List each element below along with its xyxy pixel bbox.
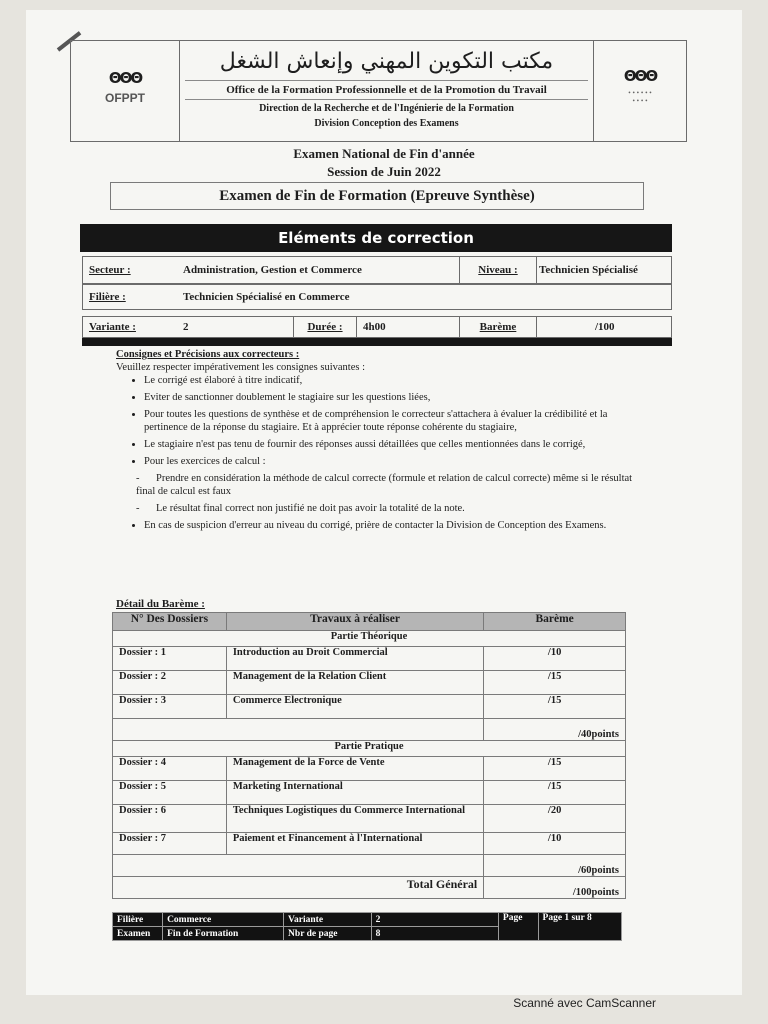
bareme-table [112,612,626,899]
instruction-item: • Pour toutes les questions de synthèse et de compréhension le correcteur s'attachera à évaluer la crédibilité et la pertinence de la réponse du stagiaire. Et à apprécier toute réponse cohérente du stagiaire, [144,408,636,434]
bareme-label: Barème [479,321,517,333]
partie-theorique-label: Partie Théorique [113,631,626,647]
instructions-title: Consignes et Précisions aux correcteurs : [116,349,300,360]
header-left-logo [71,41,180,141]
document-header [70,40,687,142]
total-general-label: Total Général [113,877,484,899]
table-row [113,805,626,833]
pratique-total-row [113,855,626,877]
table-row [113,833,626,855]
instructions-block [116,348,636,536]
header-right-logo [593,41,686,141]
col-travaux-header: Travaux à réaliser [226,613,483,631]
travail-cell: Techniques Logistiques du Commerce International [226,805,483,833]
secteur-value: Administration, Gestion et Commerce [183,264,362,276]
footer-nbpage-label: Nbr de page [284,927,372,941]
note-cell: /10 [484,833,626,855]
footer-page-label: Page [498,913,538,941]
instruction-subitem: - Prendre en considération la méthode de calcul correcte (formule et relation de calcul correcte) même si le résultat final de calcul est faux [136,473,633,497]
theorique-total: /40points [484,719,626,741]
table-header-row [113,613,626,631]
note-cell: /10 [484,647,626,671]
instruction-subitem: - Le résultat final correct non justifié ne doit pas avoir la totalité de la note. [136,503,465,514]
travail-cell: Marketing International [226,781,483,805]
table-row [113,647,626,671]
instruction-item: • Le corrigé est élaboré à titre indicatif, [144,374,636,387]
duree-label: Durée : [307,321,343,333]
secteur-row [82,256,672,284]
exam-national-line: Examen National de Fin d'année [293,146,475,161]
footer-table [112,912,622,941]
secteur-label: Secteur : [89,264,131,276]
footer-variante-label: Variante [284,913,372,927]
travail-cell: Management de la Relation Client [226,671,483,695]
note-cell: /15 [484,695,626,719]
note-cell: /15 [484,757,626,781]
niveau-value: Technicien Spécialisé [539,264,638,276]
divider-bar [82,338,672,346]
dossier-cell: Dossier : 7 [113,833,227,855]
table-row [113,671,626,695]
col-dossiers-header: N° Des Dossiers [113,613,227,631]
filiere-value: Technicien Spécialisé en Commerce [183,291,350,303]
filiere-label: Filière : [89,291,126,303]
footer-examen-label: Examen [113,927,163,941]
arabic-title: مكتب التكوين المهني وإنعاش الشغل [219,49,554,74]
dossier-cell: Dossier : 6 [113,805,227,833]
bareme-value: /100 [595,321,615,333]
theorique-total-row [113,719,626,741]
instruction-item: • En cas de suspicion d'erreur au niveau du corrigé, prière de contacter la Division de Conception des Examens. [144,519,636,532]
scanner-watermark: Scanné avec CamScanner [513,996,656,1010]
instructions-intro: Veuillez respecter impérativement les consignes suivantes : [116,362,366,373]
exam-title-box: Examen de Fin de Formation (Epreuve Synthèse) [110,182,644,210]
direction-name: Direction de la Recherche et de l'Ingénierie de la Formation [259,103,514,114]
dossier-cell: Dossier : 1 [113,647,227,671]
division-name: Division Conception des Examens [314,118,459,129]
ofppt-logo-icon: ΘΘΘ OFPPT [104,69,145,105]
niveau-label: Niveau : [478,264,518,276]
table-row [113,781,626,805]
footer-filiere-value: Commerce [163,913,284,927]
dossier-cell: Dossier : 4 [113,757,227,781]
pratique-total: /60points [484,855,626,877]
footer-page-value: Page 1 sur 8 [538,913,621,941]
variante-row [82,316,672,338]
col-bareme-header: Barème [484,613,626,631]
instruction-item: • Le stagiaire n'est pas tenu de fournir des réponses aussi détaillées que celles mentionnées dans le corrigé, [144,438,636,451]
section-title-bar: Eléments de correction [80,224,672,252]
footer-filiere-label: Filière [113,913,163,927]
exam-session-line: Session de Juin 2022 [327,164,441,179]
filiere-row [82,284,672,310]
travail-cell: Management de la Force de Vente [226,757,483,781]
footer-variante-value: 2 [371,913,498,927]
header-center [179,41,594,141]
partie-pratique-label: Partie Pratique [113,741,626,757]
total-general-value: /100points [484,877,626,899]
variante-value: 2 [183,321,189,333]
bareme-title: Détail du Barème : [116,598,205,610]
instruction-item: • Eviter de sanctionner doublement le stagiaire sur les questions liées, [144,391,636,404]
office-name: Office de la Formation Professionnelle et de la Promotion du Travail [185,80,588,100]
travail-cell: Commerce Electronique [226,695,483,719]
ofppt-seal-icon: ΘΘΘ • • • • • • • • • • [623,67,657,105]
dossier-cell: Dossier : 2 [113,671,227,695]
table-row [113,695,626,719]
footer-examen-value: Fin de Formation [163,927,284,941]
total-general-row [113,877,626,899]
dossier-cell: Dossier : 3 [113,695,227,719]
instructions-list [116,374,636,532]
note-cell: /15 [484,671,626,695]
note-cell: /20 [484,805,626,833]
duree-value: 4h00 [363,321,386,333]
instruction-item: • Pour les exercices de calcul : [144,455,636,468]
travail-cell: Introduction au Droit Commercial [226,647,483,671]
travail-cell: Paiement et Financement à l'International [226,833,483,855]
footer-nbpage-value: 8 [371,927,498,941]
dossier-cell: Dossier : 5 [113,781,227,805]
variante-label: Variante : [89,321,136,333]
table-row [113,757,626,781]
note-cell: /15 [484,781,626,805]
